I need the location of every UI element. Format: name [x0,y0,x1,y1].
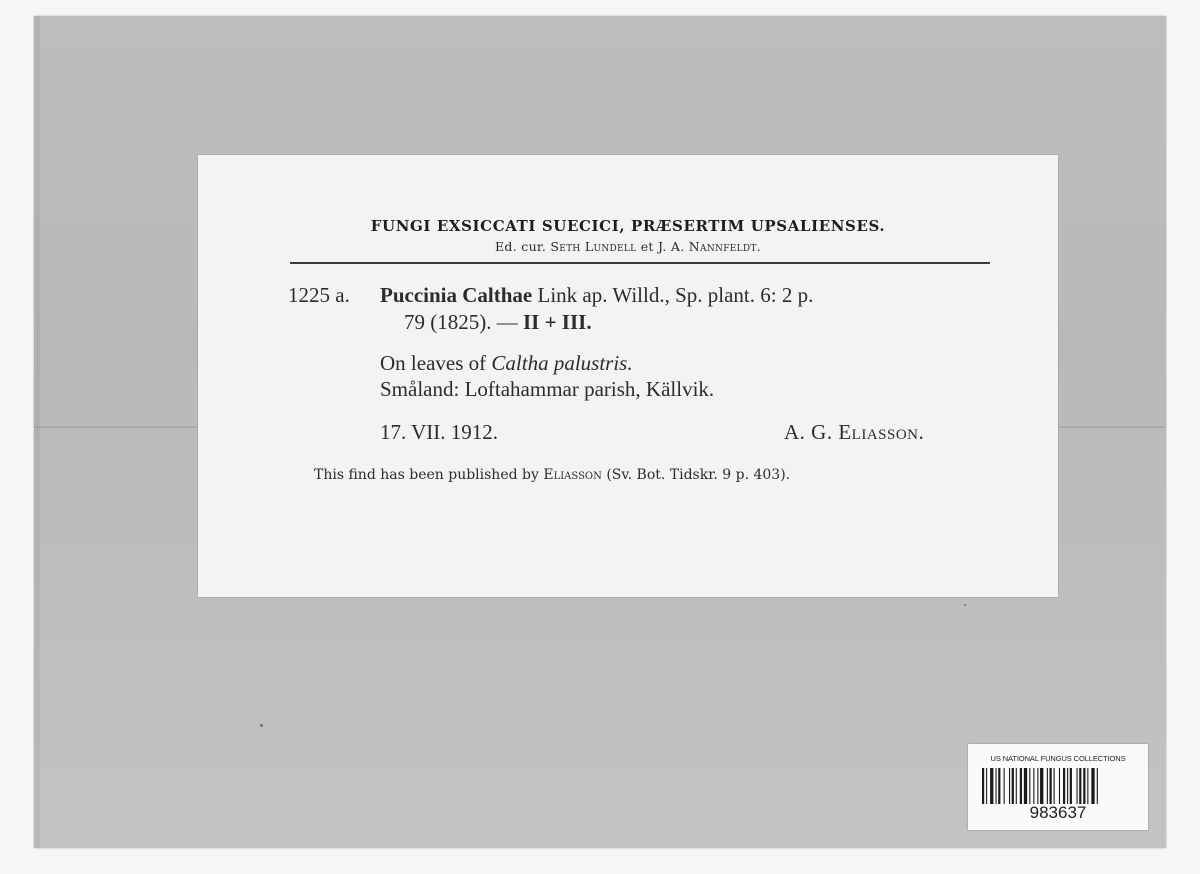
editor-name: Seth Lundell [550,239,637,254]
collector [784,420,924,445]
note-reference: (Sv. Bot. Tidskr. 9 p. 403). [606,467,791,483]
authority-continuation [404,310,592,335]
species-name: Puccinia Calthae [380,283,533,307]
host-species: Caltha palustris. [491,351,633,375]
species-authority: Link ap. Willd., Sp. plant. 6: 2 p. [537,283,814,307]
collection-date: 17. VII. 1912. [380,420,499,444]
locality: Småland: Loftahammar parish, Källvik. [380,377,715,401]
paper-speck [964,604,966,606]
paper-speck [260,724,263,727]
spore-stages: II + III. [523,310,592,334]
editors-prefix: Ed. cur. [495,239,547,254]
packet-fold-edge [34,16,40,848]
note-author: Eliasson [543,467,602,483]
editors-and: et [640,239,654,254]
barcode-caption: US NATIONAL FUNGUS COLLECTIONS [990,754,1126,763]
barcode-bars [982,768,1134,804]
species-line [380,283,813,308]
series-title: FUNGI EXSICCATI SUECICI, PRÆSERTIM UPSALIENSES. [370,217,886,235]
collector-name: A. G. Eliasson. [784,420,925,444]
exsiccata-label [198,155,1058,597]
specimen-number: 1225 a. [288,283,350,307]
host-line [380,351,633,376]
publication-note [314,467,790,483]
editor-name-2: J. A. Nannfeldt. [658,239,761,254]
publication-year: 79 (1825). — [404,310,518,334]
host-prefix: On leaves of [380,351,487,375]
barcode-number: 983637 [1029,803,1087,822]
note-prefix: This find has been published by [314,467,539,483]
barcode-label [968,744,1148,830]
editors-line [198,239,1058,254]
title-rule [290,262,990,264]
